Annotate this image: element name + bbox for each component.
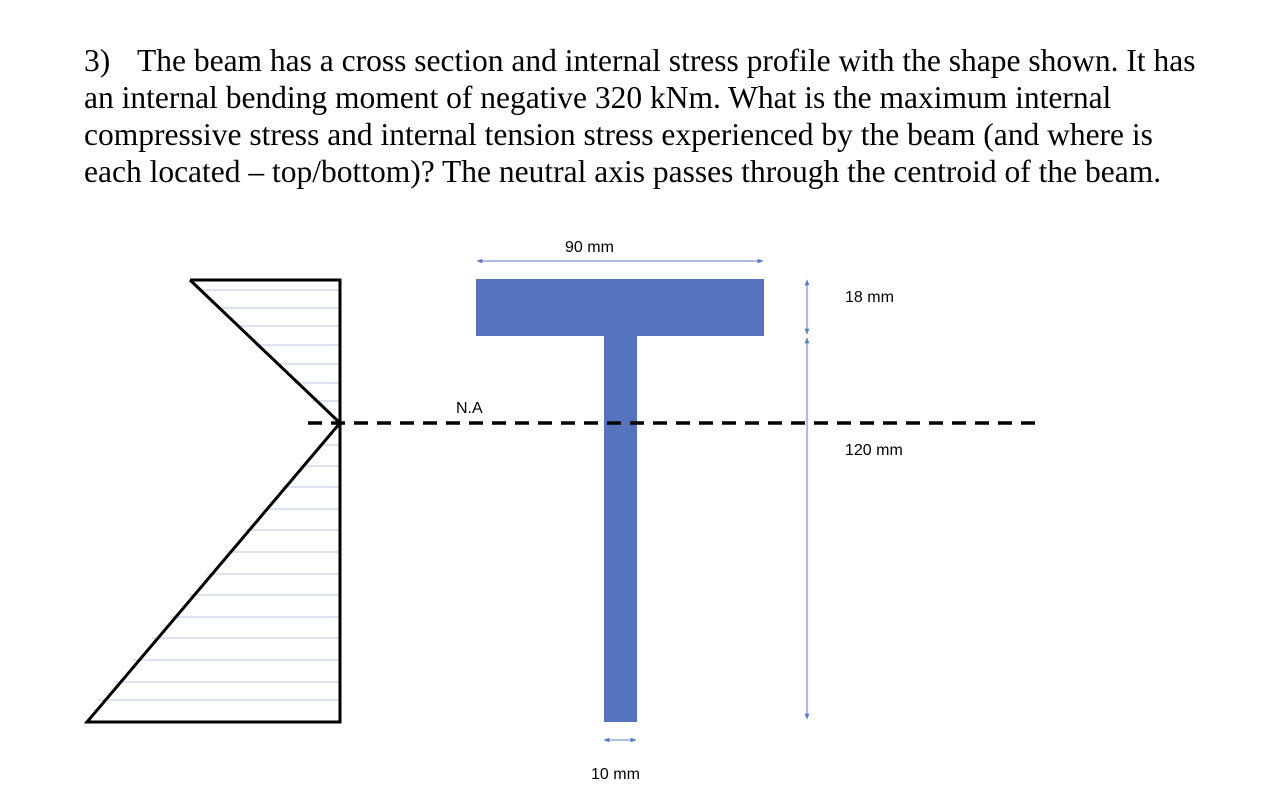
problem-text-line-4: each located – top/bottom)? The neutral axis passes through the centroid of the beam. xyxy=(84,154,1162,189)
web-height-label: 120 mm xyxy=(845,442,903,459)
stress-profile xyxy=(87,280,340,722)
problem-text-line-1: The beam has a cross section and internal stress profile with the shape shown. It has xyxy=(137,43,1196,78)
web-width-label: 10 mm xyxy=(591,766,640,783)
problem-number: 3) xyxy=(84,43,111,78)
problem-text-line-2: an internal bending moment of negative 320 kNm. What is the maximum internal xyxy=(84,80,1112,115)
flange-width-label: 90 mm xyxy=(565,239,614,256)
neutral-axis-label: N.A xyxy=(456,400,483,417)
beam-web xyxy=(604,336,637,722)
t-beam-cross-section xyxy=(476,279,764,722)
beam-flange xyxy=(476,279,764,336)
stress-hatching xyxy=(98,290,340,700)
problem-text-line-3: compressive stress and internal tension stress experienced by the beam (and where is xyxy=(84,117,1153,152)
stress-profile-outline xyxy=(87,280,340,722)
flange-thickness-label: 18 mm xyxy=(845,289,894,306)
